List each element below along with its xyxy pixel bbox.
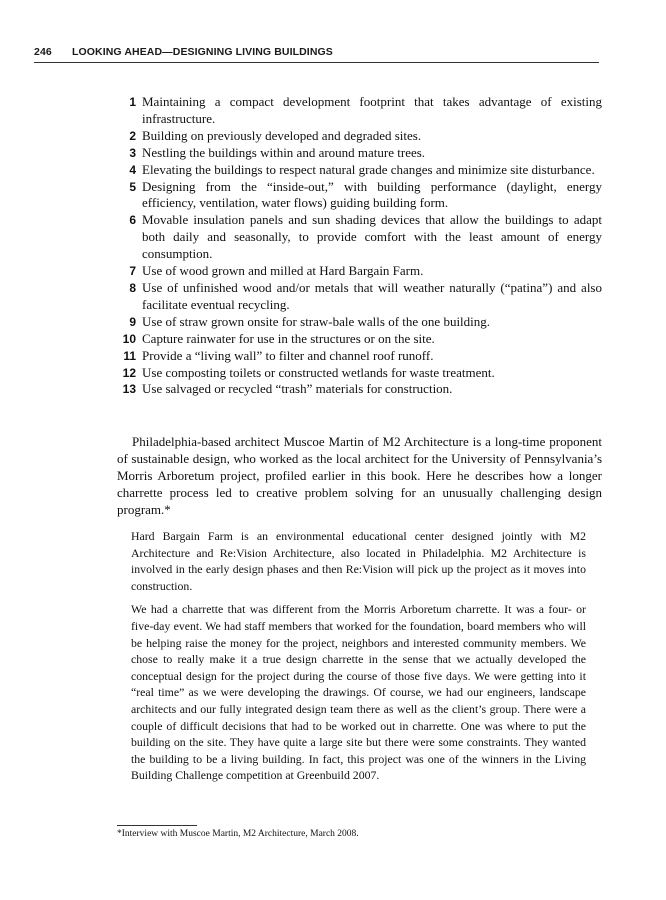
list-item-text: Use salvaged or recycled “trash” materials for construction. xyxy=(142,381,453,397)
list-item xyxy=(112,314,602,331)
header-rule xyxy=(34,62,599,63)
list-item-text: Movable insulation panels and sun shading devices that allow the buildings to adapt both daily and seasonally, to provide comfort with the least amount of energy consumption. xyxy=(142,212,602,262)
list-item xyxy=(112,331,602,348)
numbered-list xyxy=(112,94,602,398)
list-item-number: 12 xyxy=(122,365,136,380)
list-item xyxy=(112,145,602,162)
running-title: LOOKING AHEAD—DESIGNING LIVING BUILDINGS xyxy=(72,46,333,58)
list-item-text: Use of wood grown and milled at Hard Bargain Farm. xyxy=(142,263,424,279)
list-item-number: 8 xyxy=(129,280,136,295)
list-item xyxy=(112,162,602,179)
list-item-number: 13 xyxy=(122,382,136,397)
list-item-number: 10 xyxy=(122,331,136,346)
list-item xyxy=(112,263,602,280)
list-item-text: Provide a “living wall” to filter and channel roof runoff. xyxy=(142,347,434,363)
list-item-number: 11 xyxy=(123,348,136,363)
list-item xyxy=(112,179,602,213)
quote-paragraph: Hard Bargain Farm is an environmental educational center designed jointly with M2 Architecture and Re:Vision Architecture, also located in Philadelphia. M2 Architecture is involved in the early design phases and then Re:Vision will pick up the project as it moves into construction. xyxy=(131,529,586,593)
list-item-text: Maintaining a compact development footprint that takes advantage of existing infrastructure. xyxy=(142,94,602,126)
list-item xyxy=(112,348,602,365)
list-item-number: 1 xyxy=(129,95,136,109)
intro-paragraph: Philadelphia-based architect Muscoe Martin of M2 Architecture is a long-time proponent of sustainable design, who worked as the local architect for the University of Pennsylvania’s Morris Arboretum project, profiled earlier in this book. Here he describes how a longer charrette process led to creative problem solving for an unusually challenging design program.* xyxy=(117,434,602,517)
list-item-text: Capture rainwater for use in the structures or on the site. xyxy=(142,330,435,346)
list-item-text: Use composting toilets or constructed wetlands for waste treatment. xyxy=(142,364,495,380)
quote-paragraph: We had a charrette that was different from the Morris Arboretum charrette. It was a four- or five-day event. We had staff members that worked for the foundation, board members who will be helping raise the money for the project, neighbors and interested community members. We chose to really make it a true design charrette in the sense that we actually developed the conceptual design for the project during the course of those five days. We were getting into it “real time” as we were developing the drawings. Of course, we had our engineers, landscape architects and our fully integrated design team there as well as the client’s group. There were a couple of difficult decisions that had to be worked out in charrette. One was where to put the building on the site. They have quite a large site but there were some constraints. They wanted the building to be a living building. In fact, this project was one of the winners in the Living Building Challenge competition at Greenbuild 2007. xyxy=(131,602,586,783)
interview-block-quote xyxy=(131,528,586,791)
list-item-text: Elevating the buildings to respect natural grade changes and minimize site disturbance. xyxy=(142,161,595,177)
list-item xyxy=(112,128,602,145)
list-item-number: 3 xyxy=(129,145,136,160)
list-item-text: Building on previously developed and degraded sites. xyxy=(142,127,422,143)
list-item-text: Nestling the buildings within and around mature trees. xyxy=(142,144,426,160)
list-item-text: Use of straw grown onsite for straw-bale walls of the one building. xyxy=(142,313,491,329)
list-item xyxy=(112,365,602,382)
list-item-number: 6 xyxy=(129,213,136,228)
list-item-text: Designing from the “inside-out,” with building performance (daylight, energy efficiency, ventilation, water flows) guiding building form. xyxy=(142,178,602,211)
list-item-number: 9 xyxy=(129,314,136,329)
running-header xyxy=(34,46,599,58)
list-item xyxy=(112,381,602,398)
list-item-number: 7 xyxy=(129,264,136,279)
list-item xyxy=(112,212,602,263)
list-item-number: 2 xyxy=(129,128,136,143)
footnote: *Interview with Muscoe Martin, M2 Architecture, March 2008. xyxy=(117,829,359,839)
page-number: 246 xyxy=(34,46,52,58)
list-item-number: 4 xyxy=(129,162,136,177)
list-item xyxy=(112,94,602,128)
footnote-rule xyxy=(117,825,197,826)
list-item-text: Use of unfinished wood and/or metals that will weather naturally (“patina”) and also facilitate eventual recycling. xyxy=(142,279,602,312)
list-item-number: 5 xyxy=(129,179,136,194)
list-item xyxy=(112,280,602,314)
